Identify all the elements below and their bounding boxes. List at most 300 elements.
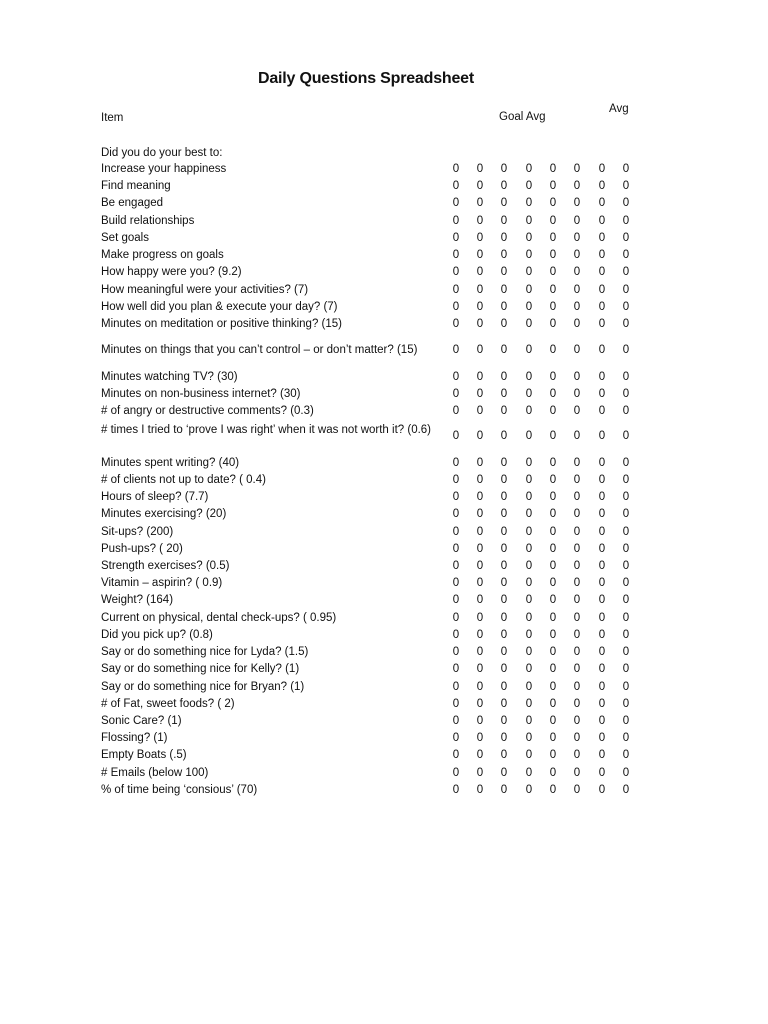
value-cell: 0 bbox=[549, 405, 557, 417]
value-cell: 0 bbox=[598, 215, 606, 227]
value-cell: 0 bbox=[573, 749, 581, 761]
question-label: # Emails (below 100) bbox=[101, 767, 209, 779]
value-cell: 0 bbox=[622, 749, 630, 761]
value-cell: 0 bbox=[525, 284, 533, 296]
value-cell: 0 bbox=[452, 508, 460, 520]
question-label: Current on physical, dental check-ups? ( 0.95) bbox=[101, 612, 337, 624]
value-cell: 0 bbox=[500, 405, 508, 417]
value-cell: 0 bbox=[622, 646, 630, 658]
value-cell: 0 bbox=[549, 732, 557, 744]
value-cell: 0 bbox=[549, 526, 557, 538]
value-cell: 0 bbox=[549, 508, 557, 520]
value-cell: 0 bbox=[525, 457, 533, 469]
value-cell: 0 bbox=[598, 197, 606, 209]
question-label: How meaningful were your activities? (7) bbox=[101, 284, 309, 296]
value-cell: 0 bbox=[622, 388, 630, 400]
value-cell: 0 bbox=[549, 577, 557, 589]
value-cell: 0 bbox=[598, 749, 606, 761]
value-cell: 0 bbox=[598, 163, 606, 175]
section-heading: Did you do your best to: bbox=[101, 147, 223, 159]
value-cell: 0 bbox=[525, 543, 533, 555]
value-cell: 0 bbox=[622, 767, 630, 779]
value-cell: 0 bbox=[500, 371, 508, 383]
value-cell: 0 bbox=[598, 715, 606, 727]
value-cell: 0 bbox=[573, 430, 581, 442]
value-cell: 0 bbox=[476, 232, 484, 244]
value-cell: 0 bbox=[598, 232, 606, 244]
value-cell: 0 bbox=[525, 698, 533, 710]
value-cell: 0 bbox=[598, 629, 606, 641]
value-cell: 0 bbox=[476, 612, 484, 624]
value-cell: 0 bbox=[500, 715, 508, 727]
value-cell: 0 bbox=[476, 749, 484, 761]
value-cell: 0 bbox=[598, 249, 606, 261]
value-cell: 0 bbox=[452, 612, 460, 624]
value-cell: 0 bbox=[452, 749, 460, 761]
value-cell: 0 bbox=[622, 577, 630, 589]
value-cell: 0 bbox=[573, 405, 581, 417]
value-cell: 0 bbox=[573, 681, 581, 693]
value-cell: 0 bbox=[525, 430, 533, 442]
value-cell: 0 bbox=[598, 681, 606, 693]
value-cell: 0 bbox=[549, 784, 557, 796]
question-label: Sit-ups? (200) bbox=[101, 526, 174, 538]
question-label: Minutes on non-business internet? (30) bbox=[101, 388, 301, 400]
question-label: Did you pick up? (0.8) bbox=[101, 629, 213, 641]
value-cell: 0 bbox=[598, 577, 606, 589]
value-cell: 0 bbox=[500, 249, 508, 261]
value-cell: 0 bbox=[622, 491, 630, 503]
value-cell: 0 bbox=[452, 474, 460, 486]
question-label: # of Fat, sweet foods? ( 2) bbox=[101, 698, 235, 710]
value-cell: 0 bbox=[598, 344, 606, 356]
value-cell: 0 bbox=[500, 784, 508, 796]
value-cell: 0 bbox=[452, 344, 460, 356]
value-cell: 0 bbox=[476, 197, 484, 209]
value-cell: 0 bbox=[598, 612, 606, 624]
value-cell: 0 bbox=[573, 560, 581, 572]
value-cell: 0 bbox=[476, 318, 484, 330]
value-cell: 0 bbox=[452, 163, 460, 175]
question-label: Flossing? (1) bbox=[101, 732, 168, 744]
value-cell: 0 bbox=[525, 646, 533, 658]
question-label: Make progress on goals bbox=[101, 249, 224, 261]
value-cell: 0 bbox=[573, 543, 581, 555]
value-cell: 0 bbox=[500, 594, 508, 606]
column-header-goal-avg: Goal Avg bbox=[499, 111, 546, 123]
value-cell: 0 bbox=[622, 560, 630, 572]
value-cell: 0 bbox=[573, 474, 581, 486]
value-cell: 0 bbox=[573, 180, 581, 192]
value-cell: 0 bbox=[452, 266, 460, 278]
value-cell: 0 bbox=[549, 474, 557, 486]
value-cell: 0 bbox=[476, 594, 484, 606]
value-cell: 0 bbox=[598, 405, 606, 417]
column-header-item: Item bbox=[101, 112, 124, 124]
value-cell: 0 bbox=[549, 301, 557, 313]
value-cell: 0 bbox=[549, 197, 557, 209]
value-cell: 0 bbox=[476, 577, 484, 589]
question-label: Minutes on meditation or positive thinking? (15) bbox=[101, 318, 342, 330]
value-cell: 0 bbox=[525, 681, 533, 693]
value-cell: 0 bbox=[598, 767, 606, 779]
value-cell: 0 bbox=[476, 526, 484, 538]
value-cell: 0 bbox=[549, 646, 557, 658]
value-cell: 0 bbox=[549, 560, 557, 572]
value-cell: 0 bbox=[500, 577, 508, 589]
value-cell: 0 bbox=[549, 344, 557, 356]
value-cell: 0 bbox=[573, 197, 581, 209]
question-label: Minutes exercising? (20) bbox=[101, 508, 227, 520]
question-label: Find meaning bbox=[101, 180, 171, 192]
value-cell: 0 bbox=[622, 163, 630, 175]
value-cell: 0 bbox=[500, 301, 508, 313]
value-cell: 0 bbox=[573, 318, 581, 330]
value-cell: 0 bbox=[549, 698, 557, 710]
value-cell: 0 bbox=[622, 197, 630, 209]
question-label: How happy were you? (9.2) bbox=[101, 266, 242, 278]
value-cell: 0 bbox=[549, 543, 557, 555]
value-cell: 0 bbox=[598, 301, 606, 313]
value-cell: 0 bbox=[549, 612, 557, 624]
question-label: Minutes on things that you can’t control – or don’t matter? (15) bbox=[101, 344, 418, 356]
value-cell: 0 bbox=[525, 405, 533, 417]
value-cell: 0 bbox=[549, 430, 557, 442]
value-cell: 0 bbox=[622, 457, 630, 469]
value-cell: 0 bbox=[573, 646, 581, 658]
value-cell: 0 bbox=[549, 681, 557, 693]
value-cell: 0 bbox=[549, 371, 557, 383]
value-cell: 0 bbox=[476, 698, 484, 710]
value-cell: 0 bbox=[525, 663, 533, 675]
value-cell: 0 bbox=[452, 526, 460, 538]
page-title: Daily Questions Spreadsheet bbox=[257, 70, 474, 87]
value-cell: 0 bbox=[622, 405, 630, 417]
value-cell: 0 bbox=[573, 715, 581, 727]
question-label: Vitamin – aspirin? ( 0.9) bbox=[101, 577, 223, 589]
value-cell: 0 bbox=[573, 784, 581, 796]
value-cell: 0 bbox=[525, 344, 533, 356]
value-cell: 0 bbox=[500, 732, 508, 744]
value-cell: 0 bbox=[476, 388, 484, 400]
value-cell: 0 bbox=[549, 284, 557, 296]
value-cell: 0 bbox=[573, 388, 581, 400]
question-label: Minutes watching TV? (30) bbox=[101, 371, 238, 383]
value-cell: 0 bbox=[500, 491, 508, 503]
value-cell: 0 bbox=[573, 249, 581, 261]
question-label: # of angry or destructive comments? (0.3) bbox=[101, 405, 314, 417]
value-cell: 0 bbox=[573, 215, 581, 227]
value-cell: 0 bbox=[525, 180, 533, 192]
value-cell: 0 bbox=[452, 491, 460, 503]
value-cell: 0 bbox=[452, 543, 460, 555]
value-cell: 0 bbox=[525, 749, 533, 761]
value-cell: 0 bbox=[452, 371, 460, 383]
value-cell: 0 bbox=[476, 249, 484, 261]
value-cell: 0 bbox=[549, 594, 557, 606]
value-cell: 0 bbox=[476, 163, 484, 175]
value-cell: 0 bbox=[452, 732, 460, 744]
value-cell: 0 bbox=[500, 430, 508, 442]
value-cell: 0 bbox=[622, 232, 630, 244]
value-cell: 0 bbox=[452, 249, 460, 261]
value-cell: 0 bbox=[452, 197, 460, 209]
value-cell: 0 bbox=[549, 180, 557, 192]
value-cell: 0 bbox=[452, 681, 460, 693]
value-cell: 0 bbox=[549, 318, 557, 330]
value-cell: 0 bbox=[525, 560, 533, 572]
value-cell: 0 bbox=[476, 681, 484, 693]
value-cell: 0 bbox=[549, 232, 557, 244]
value-cell: 0 bbox=[476, 371, 484, 383]
value-cell: 0 bbox=[500, 543, 508, 555]
value-cell: 0 bbox=[476, 784, 484, 796]
value-cell: 0 bbox=[549, 457, 557, 469]
value-cell: 0 bbox=[500, 318, 508, 330]
value-cell: 0 bbox=[476, 457, 484, 469]
value-cell: 0 bbox=[500, 344, 508, 356]
question-label: Hours of sleep? (7.7) bbox=[101, 491, 209, 503]
value-cell: 0 bbox=[452, 594, 460, 606]
value-cell: 0 bbox=[476, 266, 484, 278]
value-cell: 0 bbox=[549, 767, 557, 779]
value-cell: 0 bbox=[452, 715, 460, 727]
value-cell: 0 bbox=[500, 526, 508, 538]
value-cell: 0 bbox=[476, 543, 484, 555]
value-cell: 0 bbox=[573, 526, 581, 538]
value-cell: 0 bbox=[476, 474, 484, 486]
value-cell: 0 bbox=[549, 266, 557, 278]
value-cell: 0 bbox=[598, 543, 606, 555]
question-label: Be engaged bbox=[101, 197, 164, 209]
question-label: Strength exercises? (0.5) bbox=[101, 560, 230, 572]
value-cell: 0 bbox=[598, 646, 606, 658]
value-cell: 0 bbox=[525, 249, 533, 261]
value-cell: 0 bbox=[622, 732, 630, 744]
value-cell: 0 bbox=[452, 405, 460, 417]
value-cell: 0 bbox=[500, 284, 508, 296]
value-cell: 0 bbox=[525, 232, 533, 244]
value-cell: 0 bbox=[573, 629, 581, 641]
value-cell: 0 bbox=[598, 388, 606, 400]
value-cell: 0 bbox=[598, 560, 606, 572]
value-cell: 0 bbox=[573, 457, 581, 469]
value-cell: 0 bbox=[525, 612, 533, 624]
value-cell: 0 bbox=[573, 344, 581, 356]
value-cell: 0 bbox=[622, 543, 630, 555]
value-cell: 0 bbox=[525, 715, 533, 727]
value-cell: 0 bbox=[598, 457, 606, 469]
value-cell: 0 bbox=[573, 163, 581, 175]
value-cell: 0 bbox=[452, 215, 460, 227]
value-cell: 0 bbox=[622, 215, 630, 227]
value-cell: 0 bbox=[476, 430, 484, 442]
value-cell: 0 bbox=[573, 232, 581, 244]
value-cell: 0 bbox=[622, 594, 630, 606]
value-cell: 0 bbox=[452, 767, 460, 779]
value-cell: 0 bbox=[525, 371, 533, 383]
question-label: Build relationships bbox=[101, 215, 195, 227]
value-cell: 0 bbox=[573, 663, 581, 675]
question-label: How well did you plan & execute your day? (7) bbox=[101, 301, 338, 313]
value-cell: 0 bbox=[573, 732, 581, 744]
value-cell: 0 bbox=[476, 646, 484, 658]
value-cell: 0 bbox=[500, 629, 508, 641]
value-cell: 0 bbox=[598, 371, 606, 383]
value-cell: 0 bbox=[525, 301, 533, 313]
value-cell: 0 bbox=[549, 749, 557, 761]
question-label: # of clients not up to date? ( 0.4) bbox=[101, 474, 266, 486]
value-cell: 0 bbox=[500, 457, 508, 469]
value-cell: 0 bbox=[598, 508, 606, 520]
value-cell: 0 bbox=[622, 715, 630, 727]
value-cell: 0 bbox=[476, 715, 484, 727]
question-label: Minutes spent writing? (40) bbox=[101, 457, 240, 469]
value-cell: 0 bbox=[525, 266, 533, 278]
value-cell: 0 bbox=[525, 197, 533, 209]
value-cell: 0 bbox=[500, 163, 508, 175]
value-cell: 0 bbox=[500, 474, 508, 486]
value-cell: 0 bbox=[622, 526, 630, 538]
value-cell: 0 bbox=[500, 663, 508, 675]
value-cell: 0 bbox=[598, 318, 606, 330]
value-cell: 0 bbox=[573, 698, 581, 710]
value-cell: 0 bbox=[549, 163, 557, 175]
value-cell: 0 bbox=[573, 577, 581, 589]
value-cell: 0 bbox=[525, 629, 533, 641]
value-cell: 0 bbox=[452, 784, 460, 796]
value-cell: 0 bbox=[573, 284, 581, 296]
value-cell: 0 bbox=[500, 681, 508, 693]
value-cell: 0 bbox=[452, 577, 460, 589]
value-cell: 0 bbox=[476, 560, 484, 572]
value-cell: 0 bbox=[622, 301, 630, 313]
value-cell: 0 bbox=[525, 215, 533, 227]
question-label: Empty Boats (.5) bbox=[101, 749, 187, 761]
value-cell: 0 bbox=[573, 301, 581, 313]
value-cell: 0 bbox=[500, 388, 508, 400]
value-cell: 0 bbox=[476, 732, 484, 744]
value-cell: 0 bbox=[452, 698, 460, 710]
value-cell: 0 bbox=[598, 266, 606, 278]
value-cell: 0 bbox=[476, 405, 484, 417]
value-cell: 0 bbox=[622, 344, 630, 356]
value-cell: 0 bbox=[452, 318, 460, 330]
value-cell: 0 bbox=[476, 508, 484, 520]
value-cell: 0 bbox=[452, 388, 460, 400]
value-cell: 0 bbox=[452, 663, 460, 675]
value-cell: 0 bbox=[598, 784, 606, 796]
value-cell: 0 bbox=[622, 474, 630, 486]
question-label: % of time being ‘consious’ (70) bbox=[101, 784, 258, 796]
value-cell: 0 bbox=[549, 388, 557, 400]
value-cell: 0 bbox=[525, 594, 533, 606]
question-label: # times I tried to ‘prove I was right’ when it was not worth it? (0.6) bbox=[101, 424, 432, 436]
value-cell: 0 bbox=[452, 180, 460, 192]
value-cell: 0 bbox=[598, 474, 606, 486]
value-cell: 0 bbox=[452, 430, 460, 442]
value-cell: 0 bbox=[500, 215, 508, 227]
value-cell: 0 bbox=[525, 318, 533, 330]
value-cell: 0 bbox=[622, 430, 630, 442]
value-cell: 0 bbox=[500, 508, 508, 520]
value-cell: 0 bbox=[476, 215, 484, 227]
value-cell: 0 bbox=[525, 784, 533, 796]
value-cell: 0 bbox=[452, 457, 460, 469]
value-cell: 0 bbox=[598, 430, 606, 442]
value-cell: 0 bbox=[622, 784, 630, 796]
value-cell: 0 bbox=[525, 508, 533, 520]
value-cell: 0 bbox=[622, 249, 630, 261]
value-cell: 0 bbox=[452, 301, 460, 313]
value-cell: 0 bbox=[500, 560, 508, 572]
value-cell: 0 bbox=[549, 249, 557, 261]
value-cell: 0 bbox=[598, 180, 606, 192]
value-cell: 0 bbox=[622, 266, 630, 278]
value-cell: 0 bbox=[525, 388, 533, 400]
value-cell: 0 bbox=[622, 663, 630, 675]
value-cell: 0 bbox=[452, 629, 460, 641]
value-cell: 0 bbox=[525, 526, 533, 538]
column-header-avg: Avg bbox=[609, 103, 629, 115]
value-cell: 0 bbox=[622, 629, 630, 641]
value-cell: 0 bbox=[500, 197, 508, 209]
value-cell: 0 bbox=[549, 629, 557, 641]
value-cell: 0 bbox=[476, 344, 484, 356]
value-cell: 0 bbox=[573, 767, 581, 779]
question-label: Say or do something nice for Bryan? (1) bbox=[101, 681, 305, 693]
value-cell: 0 bbox=[549, 491, 557, 503]
value-cell: 0 bbox=[525, 474, 533, 486]
value-cell: 0 bbox=[525, 767, 533, 779]
value-cell: 0 bbox=[500, 612, 508, 624]
value-cell: 0 bbox=[500, 698, 508, 710]
question-label: Push-ups? ( 20) bbox=[101, 543, 183, 555]
value-cell: 0 bbox=[452, 560, 460, 572]
value-cell: 0 bbox=[476, 284, 484, 296]
value-cell: 0 bbox=[476, 629, 484, 641]
value-cell: 0 bbox=[549, 663, 557, 675]
value-cell: 0 bbox=[622, 612, 630, 624]
value-cell: 0 bbox=[476, 663, 484, 675]
question-label: Weight? (164) bbox=[101, 594, 174, 606]
question-label: Say or do something nice for Kelly? (1) bbox=[101, 663, 300, 675]
value-cell: 0 bbox=[476, 767, 484, 779]
value-cell: 0 bbox=[549, 715, 557, 727]
value-cell: 0 bbox=[525, 577, 533, 589]
value-cell: 0 bbox=[476, 180, 484, 192]
value-cell: 0 bbox=[500, 767, 508, 779]
value-cell: 0 bbox=[476, 491, 484, 503]
value-cell: 0 bbox=[598, 732, 606, 744]
value-cell: 0 bbox=[500, 266, 508, 278]
value-cell: 0 bbox=[500, 180, 508, 192]
value-cell: 0 bbox=[573, 371, 581, 383]
value-cell: 0 bbox=[622, 318, 630, 330]
value-cell: 0 bbox=[452, 284, 460, 296]
question-label: Say or do something nice for Lyda? (1.5) bbox=[101, 646, 309, 658]
value-cell: 0 bbox=[500, 646, 508, 658]
value-cell: 0 bbox=[525, 163, 533, 175]
question-label: Sonic Care? (1) bbox=[101, 715, 182, 727]
question-label: Set goals bbox=[101, 232, 149, 244]
value-cell: 0 bbox=[598, 594, 606, 606]
value-cell: 0 bbox=[573, 491, 581, 503]
value-cell: 0 bbox=[598, 663, 606, 675]
value-cell: 0 bbox=[573, 612, 581, 624]
value-cell: 0 bbox=[598, 284, 606, 296]
value-cell: 0 bbox=[598, 491, 606, 503]
